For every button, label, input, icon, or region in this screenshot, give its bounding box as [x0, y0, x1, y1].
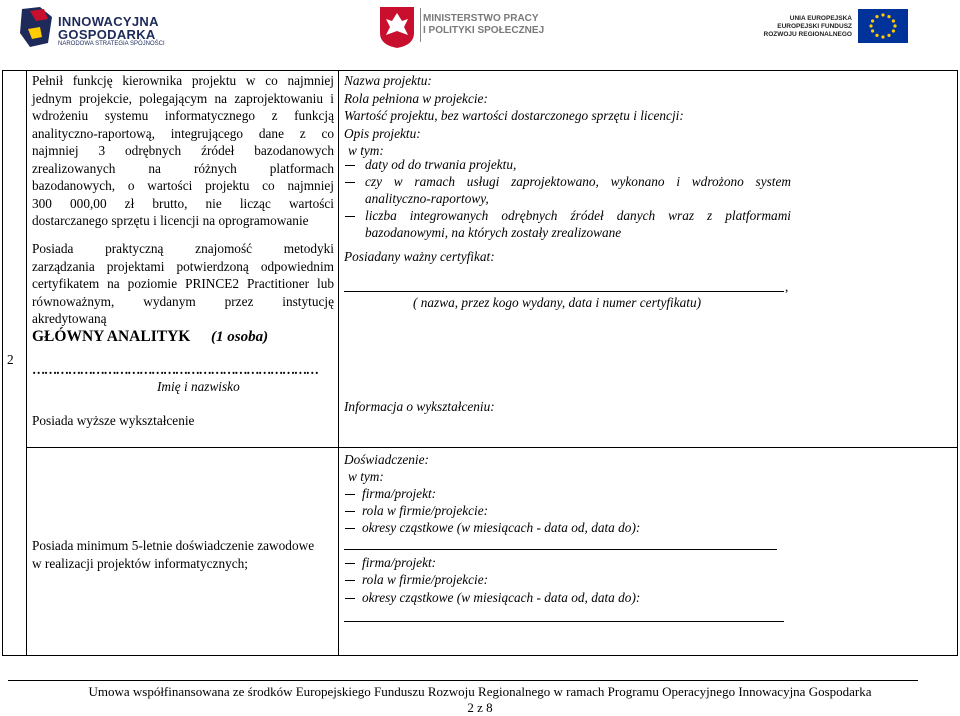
req1-line: najmniej 3 odrębnych źródeł bazodanowych — [32, 143, 334, 158]
logo-separator — [420, 8, 421, 42]
list-item-sources-cont: bazodanowymi, na których zostały zrealizowane — [365, 225, 622, 240]
eu-text-line2: EUROPEJSKI FUNDUSZ — [777, 23, 852, 30]
table-border-right — [957, 70, 958, 656]
exp-periods-1: okresy cząstkowe (w miesiącach - data od, data do): — [362, 520, 641, 535]
req-exp-line: Posiada minimum 5-letnie doświadczenie zawodowe — [32, 538, 315, 553]
field-role: Rola pełniona w projekcie: — [344, 90, 488, 106]
req2-line: zarządzania projektami potwierdzoną odpowiednim — [32, 258, 334, 274]
req2-line: równoważnym, wydanym przez instytucję — [32, 293, 334, 309]
analyst-title: GŁÓWNY ANALITYK — [32, 328, 191, 345]
eu-flag-icon — [858, 9, 908, 43]
list-dash — [345, 216, 355, 217]
req2-line: certyfikatem na poziomie PRINCE2 Practitioner lub — [32, 276, 334, 291]
exp-periods-2: okresy cząstkowe (w miesiącach - data od, data do): — [362, 590, 641, 605]
field-project-name: Nazwa projektu: — [344, 73, 432, 88]
table-border-top — [2, 70, 958, 71]
exp-company-1: firma/projekt: — [362, 486, 437, 501]
row-number: 2 — [7, 352, 14, 367]
exp-separator-1 — [344, 549, 777, 550]
list-item-system: czy w ramach usługi zaprojektowano, wykonano i wdrożono system — [365, 174, 791, 189]
table-border-left — [2, 70, 3, 656]
analyst-count: (1 osoba) — [211, 329, 269, 345]
list-dash — [345, 563, 355, 564]
ministry-name-line1: MINISTERSTWO PRACY — [423, 13, 539, 24]
eagle-emblem-icon — [378, 5, 416, 49]
ministry-name-line2: I POLITYKI SPOŁECZNEJ — [423, 25, 545, 36]
req1-line: dostarczanego sprzętu i licencji na oprogramowanie — [32, 213, 309, 228]
field-experience-including: w tym: — [348, 469, 384, 484]
list-item-sources: liczba integrowanych odrębnych źródeł danych wraz z platformami — [365, 208, 791, 223]
req1-line: bazodanowych, o wartości projektu co najmniej — [32, 178, 334, 193]
list-dash — [345, 528, 355, 529]
table-row-divider — [26, 447, 957, 448]
requirement-experience — [32, 537, 314, 572]
list-dash — [345, 580, 355, 581]
req2-line: akredytowaną — [32, 311, 107, 326]
list-item-system-cont: analityczno-raportowy, — [365, 191, 489, 206]
response-project-info — [344, 72, 684, 160]
certificate-underline — [344, 291, 784, 292]
field-description: Opis projektu: — [344, 125, 421, 141]
list-dash — [345, 165, 355, 166]
footer-rule — [8, 680, 918, 681]
req1-line: Pełnił funkcję kierownika projektu w co najmniej — [32, 73, 334, 88]
certificate-caption: ( nazwa, przez kogo wydany, data i numer certyfikatu) — [413, 295, 702, 310]
list-dash — [345, 182, 355, 183]
analyst-name-blank: ……………………………………………………………… — [32, 362, 318, 377]
logo-subtitle: NARODOWA STRATEGIA SPÓJNOŚCI — [58, 41, 165, 47]
list-item-dates: daty od do trwania projektu, — [365, 157, 517, 172]
exp-role-1: rola w firmie/projekcie: — [362, 503, 489, 518]
req1-line: 300 000,00 zł brutto, nie licząc wartości — [32, 195, 334, 211]
field-certificate: Posiadany ważny certyfikat: — [344, 249, 495, 264]
logo-title-line2: GOSPODARKA — [58, 27, 156, 42]
field-education: Informacja o wykształceniu: — [344, 399, 495, 414]
exp-company-2: firma/projekt: — [362, 555, 437, 570]
field-including: w tym: — [348, 143, 384, 158]
analyst-name-caption: Imię i nazwisko — [157, 379, 240, 394]
certificate-comma: , — [785, 279, 789, 294]
field-value: Wartość projektu, bez wartości dostarczonego sprzętu i licencji: — [344, 108, 684, 123]
poland-map-icon — [18, 7, 54, 49]
list-dash — [345, 511, 355, 512]
req1-line: analityczno-raportową, integrującego dane z co — [32, 125, 334, 141]
req2-line: Posiada praktyczną znajomość metodyki — [32, 241, 334, 256]
table-border-bottom — [2, 655, 958, 656]
req1-line: jednym projekcie, polegającym na zaprojektowaniu i — [32, 90, 334, 106]
req1-line: wdrożeniu systemu informatycznego z funkcją — [32, 108, 334, 123]
page-number: 2 z 8 — [467, 700, 493, 715]
exp-role-2: rola w firmie/projekcie: — [362, 572, 489, 587]
req-exp-line: w realizacji projektów informatycznych; — [32, 555, 248, 571]
list-dash — [345, 494, 355, 495]
requirement-prince2 — [32, 240, 334, 328]
requirement-education: Posiada wyższe wykształcenie — [32, 413, 195, 428]
exp-separator-2 — [344, 621, 784, 622]
table-col-divider-1 — [26, 70, 27, 656]
list-dash — [345, 598, 355, 599]
eu-text-line1: UNIA EUROPEJSKA — [789, 15, 852, 22]
req1-line: zrealizowanych na różnych platformach — [32, 160, 334, 176]
requirement-project-manager — [32, 72, 334, 230]
logo-title-line1: INNOWACYJNA — [58, 14, 159, 29]
eu-text-line3: ROZWOJU REGIONALNEGO — [763, 31, 852, 38]
footer-text: Umowa współfinansowana ze środków Europejskiego Funduszu Rozwoju Regionalnego w ramach Programu Operacyjnego Innowacyjna Gospodarka — [88, 684, 872, 699]
field-experience: Doświadczenie: — [344, 452, 429, 467]
